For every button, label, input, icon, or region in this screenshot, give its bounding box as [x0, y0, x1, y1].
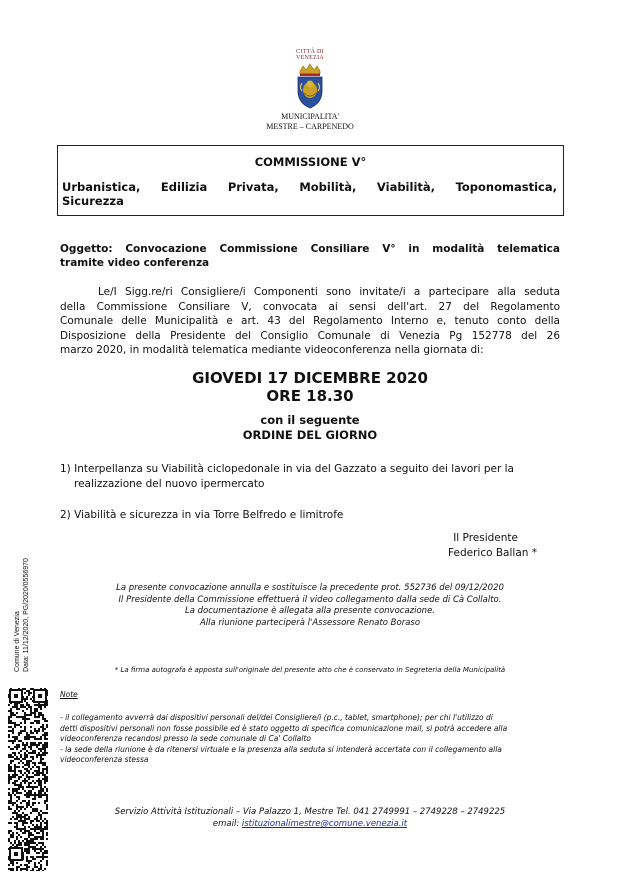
subject-paragraph [60, 242, 560, 270]
agenda-intro: con il seguente [260, 413, 360, 427]
signature-role: Il Presidente [453, 532, 518, 544]
footer [0, 806, 620, 830]
notes-line4: - la sede della riunione è da ritenersi virtuale e la presenza alla seduta si intenderà accertata con il collegamento alla [60, 744, 502, 754]
notes-line5: videoconferenza stessa [60, 755, 149, 765]
intro-paragraph [60, 285, 560, 358]
notice-line1: La presente convocazione annulla e sostituisce la precedente prot. 552736 del 09/12/2020 [116, 583, 504, 593]
commission-box [57, 145, 564, 216]
municipality-label [0, 112, 620, 132]
notice-block [0, 583, 620, 629]
signature-block [448, 531, 537, 561]
notes-title: Note [60, 690, 78, 699]
city-label-line2: VENEZIA [295, 55, 325, 61]
protocol-stamp-line2: Data: 11/12/2020, PG/2020/0556970 [23, 558, 30, 672]
notice-line2: Il Presidente della Commissione effettuerà il video collegamento dalla sede di Cà Collalto. [118, 594, 502, 605]
agenda-item-1-line2: realizzazione del nuovo ipermercato [74, 478, 265, 490]
intro-line5: marzo 2020, in modalità telematica mediante videoconferenza nella giornata di: [60, 344, 484, 357]
signature-name: Federico Ballan * [448, 547, 537, 559]
commission-subjects-line1: Urbanistica, Edilizia Privata, Mobilità, Viabilità, Toponomastica, [62, 180, 557, 194]
notice-line4: Alla riunione parteciperà l'Assessore Renato Boraso [199, 617, 421, 628]
footer-email-line [0, 818, 620, 830]
agenda-heading: ORDINE DEL GIORNO [242, 428, 378, 442]
agenda-item [60, 508, 565, 523]
footer-email-link[interactable]: istituzionalimestre@comune.venezia.it [241, 819, 408, 829]
venice-crest-icon [294, 63, 326, 109]
protocol-stamp-line1: Comune di Venezia [14, 611, 21, 672]
intro-line3: Comunale delle Municipalità e art. 43 del Regolamento Interno e, tenuto conto della [60, 315, 560, 328]
subject-line1: Oggetto: Convocazione Commissione Consiliare V° in modalità telematica [60, 243, 560, 255]
notice-line3: La documentazione è allegata alla presente convocazione. [184, 606, 435, 616]
municipality-name: MUNICIPALITA' [281, 112, 339, 121]
notes-line1: - il collegamento avverrà dai dispositivi personali del/dei Consigliere/i (p.c., tablet, smartphone); per chi l'utilizzo di [60, 713, 493, 722]
city-label [0, 49, 620, 61]
subject-line2: tramite video conferenza [60, 257, 210, 269]
agenda-item-1-line1: 1) Interpellanza su Viabilità ciclopedonale in via del Gazzato a seguito dei lavori per la [60, 463, 514, 475]
municipality-area: MESTRE – CARPENEDO [266, 122, 354, 131]
notes-line3: videoconferenza recandosi presso la sede comunale di Ca' Collalto [60, 734, 311, 744]
commission-title: COMMISSIONE V° [254, 155, 367, 169]
meeting-time: ORE 18.30 [266, 387, 354, 405]
intro-line2: della Commissione Consiliare V, convocata ai sensi dell'art. 27 del Regolamento [60, 300, 560, 313]
intro-line1: Le/I Sigg.re/ri Consigliere/i Componenti sono invitate/i a partecipare alla seduta [98, 286, 560, 298]
commission-subjects-line2: Sicurezza [62, 194, 124, 208]
notes-line2: detti dispositivi personali non fosse possibile ed è stato oggetto di specifica comunicazione mail, si potrà accedere alla [60, 723, 508, 733]
notes-block [60, 713, 562, 766]
footer-address: Servizio Attività Istituzionali – Via Palazzo 1, Mestre Tel. 041 2749991 – 2749228 – 2749225 [114, 807, 506, 817]
footer-email-label: email: [212, 819, 240, 829]
signature-footnote: * La firma autografa è apposta sull'originale del presente atto che è conservato in Segreteria della Municipalità [114, 666, 506, 674]
intro-line4: Disposizione della Presidente del Consiglio Comunale di Venezia Pg 152778 del 26 [60, 329, 560, 342]
agenda-item-2-line1: 2) Viabilità e sicurezza in via Torre Belfredo e limitrofe [60, 509, 344, 521]
qr-code-icon [8, 688, 48, 871]
agenda-item [60, 462, 565, 492]
city-label-line1: CITTÀ DI [296, 49, 324, 55]
meeting-date: GIOVEDI 17 DICEMBRE 2020 [192, 369, 428, 387]
